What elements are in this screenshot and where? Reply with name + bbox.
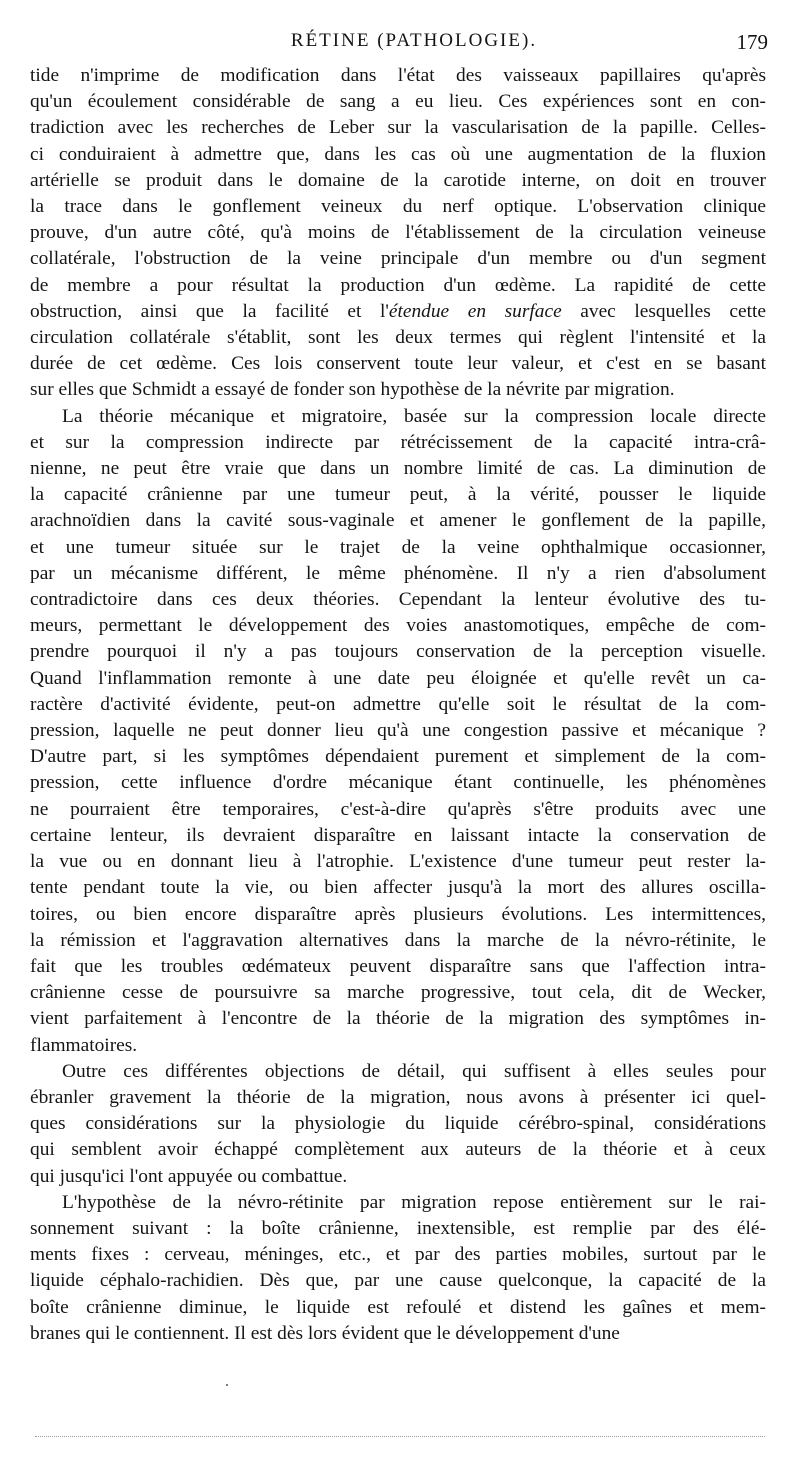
text-line: branes qui le contiennent. Il est dès lors évident que le développement d'une (30, 1322, 620, 1344)
text-line: prouve, d'un autre côté, qu'à moins de l'établissement de la circulation veineuse (30, 222, 766, 244)
text-line: tente pendant toute la vie, ou bien affecter jusqu'à la mort des allures oscilla- (30, 877, 766, 899)
text-line: ments fixes : cerveau, méninges, etc., et par des parties mobiles, surtout par le (30, 1244, 766, 1266)
text-line: circulation collatérale s'établit, sont les deux termes qui règlent l'intensité et la (30, 327, 766, 349)
text-line: prendre pourquoi il n'y a pas toujours conservation de la perception visuelle. (30, 641, 766, 663)
text-line: L'hypothèse de la névro-rétinite par migration repose entièrement sur le rai- (62, 1191, 766, 1213)
text-line: nienne, ne peut être vraie que dans un nombre limité de cas. La diminution de (30, 458, 766, 480)
text-line: de membre a pour résultat la production d'un œdème. La rapidité de cette (30, 274, 766, 296)
text-line: artérielle se produit dans le domaine de la carotide interne, on doit en trouver (30, 169, 766, 191)
text-line: ques considérations sur la physiologie du liquide cérébro-spinal, considérations (30, 1113, 766, 1135)
text-line: ractère d'activité évidente, peut-on admettre qu'elle soit le résultat de la com- (30, 693, 766, 715)
text-line: tide n'imprime de modification dans l'état des vaisseaux papillaires qu'après (30, 65, 766, 86)
running-head: RÉTINE (PATHOLOGIE). (290, 30, 538, 51)
text-line: sur elles que Schmidt a essayé de fonder son hypothèse de la névrite par migration. (30, 379, 675, 401)
text-line: fait que les troubles œdémateux peuvent disparaître sans que l'affection intra- (30, 955, 766, 977)
paragraph (30, 1059, 766, 1190)
text-line: pression, cette influence d'ordre mécanique étant continuelle, les phénomènes (30, 772, 766, 794)
body-text (30, 63, 766, 1347)
text-line: obstruction, ainsi que la facilité et l'étendue en surface avec lesquelles cette (30, 300, 766, 322)
text-line: Outre ces différentes objections de détail, qui suffisent à elles seules pour (62, 1060, 766, 1082)
text-line: qu'un écoulement considérable de sang a eu lieu. Ces expériences sont en con- (30, 91, 766, 113)
text-line: ne pourraient être temporaires, c'est-à-dire qu'après s'être produits avec une (30, 798, 766, 820)
text-line: meurs, permettant le développement des voies anastomotiques, empêche de com- (30, 615, 766, 637)
paragraph (30, 1190, 766, 1347)
text-line: tradiction avec les recherches de Leber sur la vascularisation de la papille. Celles- (30, 117, 766, 139)
page-number: 179 (736, 30, 768, 54)
page-bottom-edge (35, 1436, 765, 1437)
text-line: toires, ou bien encore disparaître après plusieurs évolutions. Les intermittences, (30, 903, 766, 925)
text-line: arachnoïdien dans la cavité sous-vaginale et amener le gonflement de la papille, (30, 510, 766, 532)
text-line: liquide céphalo-rachidien. Dès que, par une cause quelconque, la capacité de la (30, 1270, 766, 1292)
text-line: qui semblent avoir échappé complètement aux auteurs de la théorie et à ceux (30, 1139, 766, 1161)
text-line: qui jusqu'ici l'ont appuyée ou combattue. (30, 1165, 348, 1187)
text-line: flammatoires. (30, 1034, 138, 1056)
text-line: la rémission et l'aggravation alternatives dans la marche de la névro-rétinite, le (30, 929, 766, 951)
paragraph (30, 404, 766, 1059)
text-line: crânienne cesse de poursuivre sa marche progressive, tout cela, dit de Wecker, (30, 982, 766, 1004)
text-line: vient parfaitement à l'encontre de la théorie de la migration des symptômes in- (30, 1008, 766, 1030)
text-line: D'autre part, si les symptômes dépendaient purement et simplement de la com- (30, 746, 766, 768)
text-line: pression, laquelle ne peut donner lieu qu'à une congestion passive et mécanique ? (30, 720, 766, 742)
text-line: certaine lenteur, ils devraient disparaître en laissant intacte la conservation de (30, 824, 766, 846)
paragraph (30, 63, 766, 404)
text-line: la capacité crânienne par une tumeur peut, à la vérité, pousser le liquide (30, 484, 766, 506)
text-line: Quand l'inflammation remonte à une date peu éloignée et qu'elle revêt un ca- (30, 667, 766, 689)
text-line: ébranler gravement la théorie de la migration, nous avons à présenter ici quel- (30, 1086, 766, 1108)
text-line: la trace dans le gonflement veineux du nerf optique. L'observation clinique (30, 196, 766, 218)
text-line: la vue ou en donnant lieu à l'atrophie. L'existence d'une tumeur peut rester la- (30, 851, 766, 873)
text-line: La théorie mécanique et migratoire, basée sur la compression locale directe (62, 405, 766, 427)
page-header (60, 30, 768, 60)
text-line: et sur la compression indirecte par rétrécissement de la capacité intra-crâ- (30, 431, 766, 453)
text-line: contradictoire dans ces deux théories. Cependant la lenteur évolutive des tu- (30, 589, 766, 611)
text-line: ci conduiraient à admettre que, dans les cas où une augmentation de la fluxion (30, 143, 766, 165)
text-line: par un mécanisme différent, le même phénomène. Il n'y a rien d'absolument (30, 562, 766, 584)
text-line: durée de cet œdème. Ces lois conservent toute leur valeur, et c'est en se basant (30, 353, 766, 375)
text-line: collatérale, l'obstruction de la veine principale d'un membre ou d'un segment (30, 248, 766, 270)
text-line: sonnement suivant : la boîte crânienne, inextensible, est remplie par des élé- (30, 1217, 766, 1239)
text-line: et une tumeur située sur le trajet de la veine ophthalmique occasionner, (30, 536, 766, 558)
text-line: boîte crânienne diminue, le liquide est refoulé et distend les gaînes et mem- (30, 1296, 766, 1318)
print-speck (226, 1384, 228, 1386)
